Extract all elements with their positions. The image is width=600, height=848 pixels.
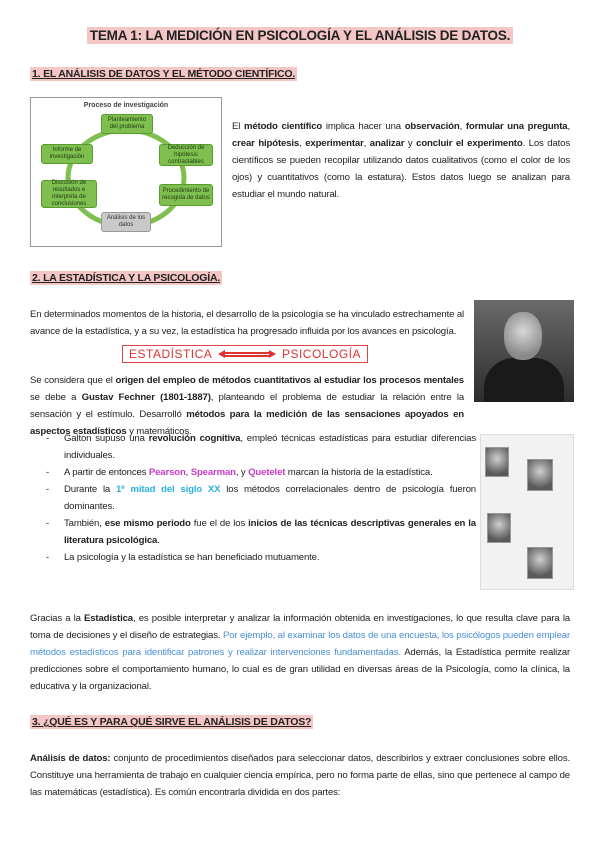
statistics-psychology-banner: [122, 345, 368, 363]
diagram-node-problem: Planteamiento del problema: [101, 114, 153, 134]
banner-statistics-label: ESTADÍSTICA: [129, 347, 213, 361]
data-analysis-definition: Análisis de datos: conjunto de procedimientos diseñados para seleccionar datos, describirlos y extraer conclusiones sobre ellos. Constituye una herramienta de trabajo en cualquier ciencia empírica, pero no forma parte de ellas, sino que pertenece al campo de las matemáticas (estadística). Es común encontrarla dividida en dos partes:: [30, 753, 570, 798]
history-bullets: [30, 430, 476, 566]
research-process-diagram: [30, 97, 222, 247]
list-item: - La psicología y la estadística se han beneficiado mutuamente.: [30, 549, 476, 566]
diagram-node-report: Informe de investigación: [41, 144, 93, 164]
statistics-importance-paragraph: Gracias a la Estadística, es posible interpretar y analizar la información obtenida en investigaciones, lo que resulta clave para la toma de decisiones y el diseño de estrategias. Por ejemplo, al examinar los datos de una encuesta, los psicólogos pueden emplear métodos estadísticos para identificar patrones y realizar intervenciones fundamentadas. Además, la Estadística permite realizar predicciones sobre el comportamiento humano, lo cual es de gran utilidad en diversas áreas de la Psicología, como la clínica, la educativa y la organizacional.: [30, 613, 571, 692]
diagram-node-hypothesis: Deducción de hipótesis contrastables: [159, 144, 213, 166]
portrait-quetelet: [527, 547, 553, 579]
section-1-heading: 1. EL ANÁLISIS DE DATOS Y EL MÉTODO CIENTÍFICO.: [32, 68, 296, 80]
fechner-portrait: [474, 300, 574, 402]
list-item: - A partir de entonces Pearson, Spearman, y Quetelet marcan la historia de la estadística.: [30, 464, 476, 481]
section-2-heading: 2. LA ESTADÍSTICA Y LA PSICOLOGÍA.: [32, 272, 221, 284]
statisticians-portraits: [480, 434, 574, 590]
diagram-node-data-collection: Procedimiento de recogida de datos: [159, 184, 213, 206]
list-item: - Galton supuso una revolución cognitiva, empleó técnicas estadísticas para estudiar diferencias individuales.: [30, 430, 476, 464]
section-2-intro: En determinados momentos de la historia, el desarrollo de la psicología se ha vinculado estrechamente al avance de la estadística, y a su vez, la estadística ha progresado influida por los avances en psicología.: [30, 309, 464, 337]
list-item: - También, ese mismo periodo fue el de los inicios de las técnicas descriptivas generales en la literatura psicológica.: [30, 515, 476, 549]
portrait-galton: [485, 447, 509, 477]
banner-psychology-label: PSICOLOGÍA: [281, 347, 361, 361]
fechner-paragraph: Se considera que el origen del empleo de métodos cuantitativos al estudiar los procesos mentales se debe a Gustav Fechner (1801-1887), planteando el problema de estudiar la relación entre la sensación y el estímulo. Desarrolló métodos para la medición de las sensaciones apoyados en aspectos estadísticos y matemáticos.: [30, 375, 465, 437]
portrait-pearson: [527, 459, 553, 491]
diagram-title: Proceso de investigación: [83, 102, 169, 109]
double-arrow-icon: [218, 352, 276, 357]
diagram-node-discussion: Discusión de resultados e interpreta de conclusiones: [41, 180, 97, 208]
scientific-method-paragraph: El método científico implica hacer una observación, formular una pregunta, crear hipótesis, experimentar, analizar y concluir el experimento. Los datos científicos se pueden recopilar utilizando datos cualitativos (como el color de los ojos) y cuantitativos (como la estatura). Estos datos luego se analizan para estudiar el mundo natural.: [232, 121, 571, 200]
diagram-node-data-analysis: Análisis de los datos: [101, 212, 151, 232]
list-item: - Durante la 1ª mitad del siglo XX los métodos correlacionales dentro de psicología fueron dominantes.: [30, 481, 476, 515]
page-title: TEMA 1: LA MEDICIÓN EN PSICOLOGÍA Y EL ANÁLISIS DE DATOS.: [0, 28, 600, 43]
portrait-spearman: [487, 513, 511, 543]
section-3-heading: 3. ¿QUÉ ES Y PARA QUÉ SIRVE EL ANÁLISIS DE DATOS?: [32, 716, 312, 728]
